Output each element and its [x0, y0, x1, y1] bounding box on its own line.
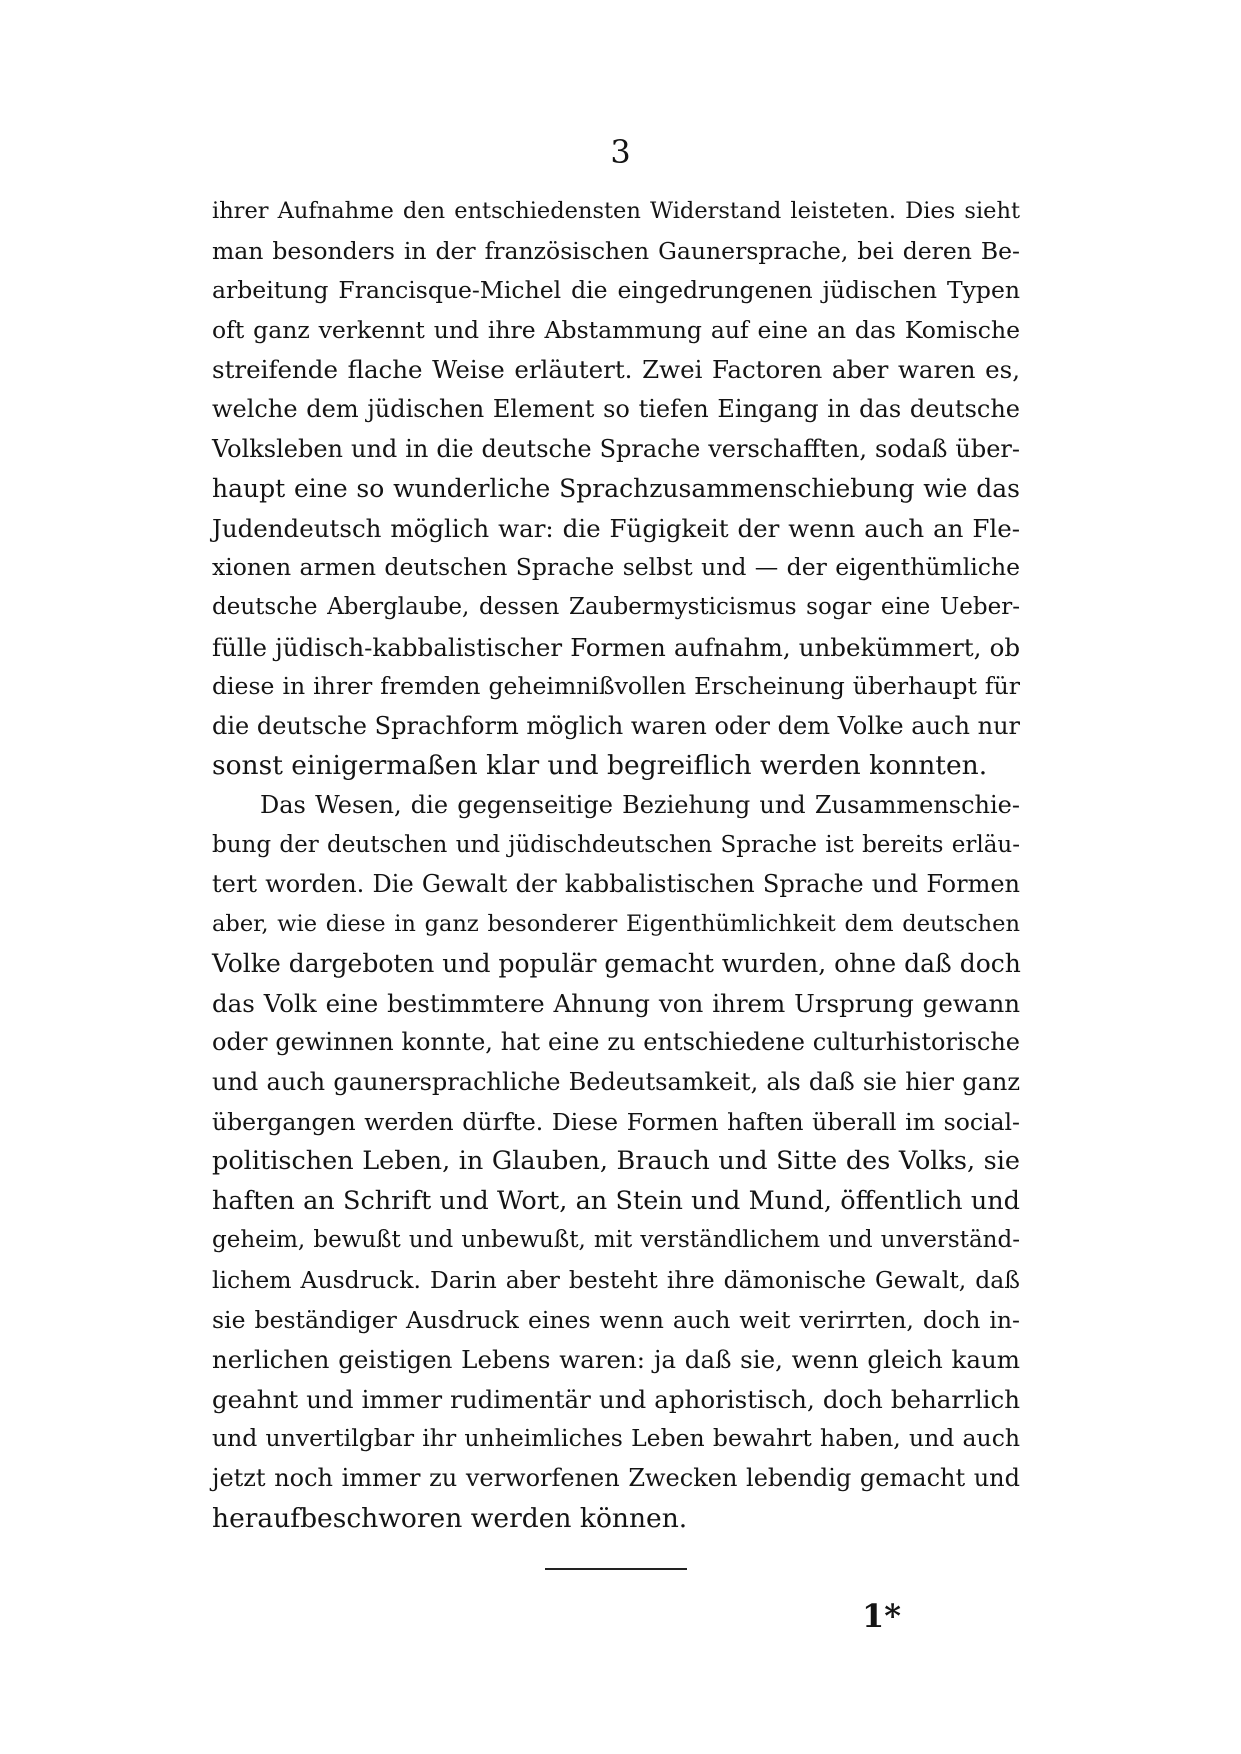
text-line: Volke dargeboten und populär gemacht wurden, ohne daß doch [212, 949, 1021, 979]
text-line: arbeitung Francisque-Michel die eingedrungenen jüdischen Typen [212, 276, 1020, 305]
text-line: übergangen werden dürfte. Diese Formen haften überall im social- [212, 1107, 1020, 1136]
text-line: nerlichen geistigen Lebens waren: ja daß sie, wenn gleich kaum [212, 1345, 1020, 1375]
text-line: fülle jüdisch-kabbalistischer Formen aufnahm, unbekümmert, ob [212, 632, 1020, 662]
text-line: deutsche Aberglaube, dessen Zaubermysticismus sogar eine Ueber- [212, 593, 1020, 620]
text-line: Das Wesen, die gegenseitige Beziehung und Zusammenschie- [260, 790, 1020, 819]
text-line: man besonders in der französischen Gaunersprache, bei deren Be- [212, 236, 1020, 265]
text-line: tert worden. Die Gewalt der kabbalistischen Sprache und Formen [212, 870, 1020, 899]
text-line: diese in ihrer fremden geheimnißvollen Erscheinung überhaupt für [212, 672, 1020, 701]
paragraph-1 [212, 192, 1020, 786]
text-line: politischen Leben, in Glauben, Brauch und Sitte des Volks, sie [212, 1146, 1020, 1177]
text-line: ihrer Aufnahme den entschiedensten Widerstand leisteten. Dies sieht [212, 198, 1020, 224]
signature-mark: 1* [862, 1597, 901, 1635]
text-line: bung der deutschen und jüdischdeutschen Sprache ist bereits erläu- [212, 831, 1020, 858]
text-line: und auch gaunersprachliche Bedeutsamkeit, als daß sie hier ganz [212, 1068, 1020, 1097]
page-number: 3 [610, 133, 631, 171]
text-line: streifende flache Weise erläutert. Zwei Factoren aber waren es, [212, 355, 1020, 385]
text-line: geheim, bewußt und unbewußt, mit verständlichem und unverständ- [212, 1227, 1020, 1254]
text-line: sie beständiger Ausdruck eines wenn auch weit verirrten, doch in- [212, 1305, 1020, 1334]
paragraph-2 [212, 786, 1020, 1538]
text-line: welche dem jüdischen Element so tiefen Eingang in das deutsche [212, 394, 1020, 423]
text-line: aber, wie diese in ganz besonderer Eigenthümlichkeit dem deutschen [212, 910, 1020, 937]
text-line: oder gewinnen konnte, hat eine zu entschiedene culturhistorische [212, 1028, 1020, 1057]
text-line: und unvertilgbar ihr unheimliches Leben bewahrt haben, und auch [212, 1424, 1020, 1453]
divider-rule [545, 1568, 687, 1570]
text-line: sonst einigermaßen klar und begreiflich werden konnten. [212, 750, 988, 782]
text-line: haupt eine so wunderliche Sprachzusammenschiebung wie das [212, 474, 1020, 504]
text-line: geahnt und immer rudimentär und aphoristisch, doch beharrlich [212, 1384, 1020, 1414]
text-line: xionen armen deutschen Sprache selbst und — der eigenthümliche [212, 553, 1020, 582]
text-line: heraufbeschworen werden können. [212, 1502, 688, 1534]
text-line: jetzt noch immer zu verworfenen Zwecken lebendig gemacht und [212, 1464, 1020, 1492]
text-line: die deutsche Sprachform möglich waren oder dem Volke auch nur [212, 711, 1020, 740]
text-line: lichem Ausdruck. Darin aber besteht ihre dämonische Gewalt, daß [212, 1266, 1020, 1295]
text-line: oft ganz verkennt und ihre Abstammung auf eine an das Komische [212, 315, 1020, 344]
text-line: haften an Schrift und Wort, an Stein und Mund, öffentlich und [212, 1185, 1020, 1216]
body-text [212, 192, 1020, 1538]
text-line: das Volk eine bestimmtere Ahnung von ihrem Ursprung gewann [212, 988, 1020, 1018]
text-line: Judendeutsch möglich war: die Fügigkeit der wenn auch an Fle- [212, 513, 1020, 543]
text-line: Volksleben und in die deutsche Sprache verschafften, sodaß über- [212, 434, 1020, 463]
